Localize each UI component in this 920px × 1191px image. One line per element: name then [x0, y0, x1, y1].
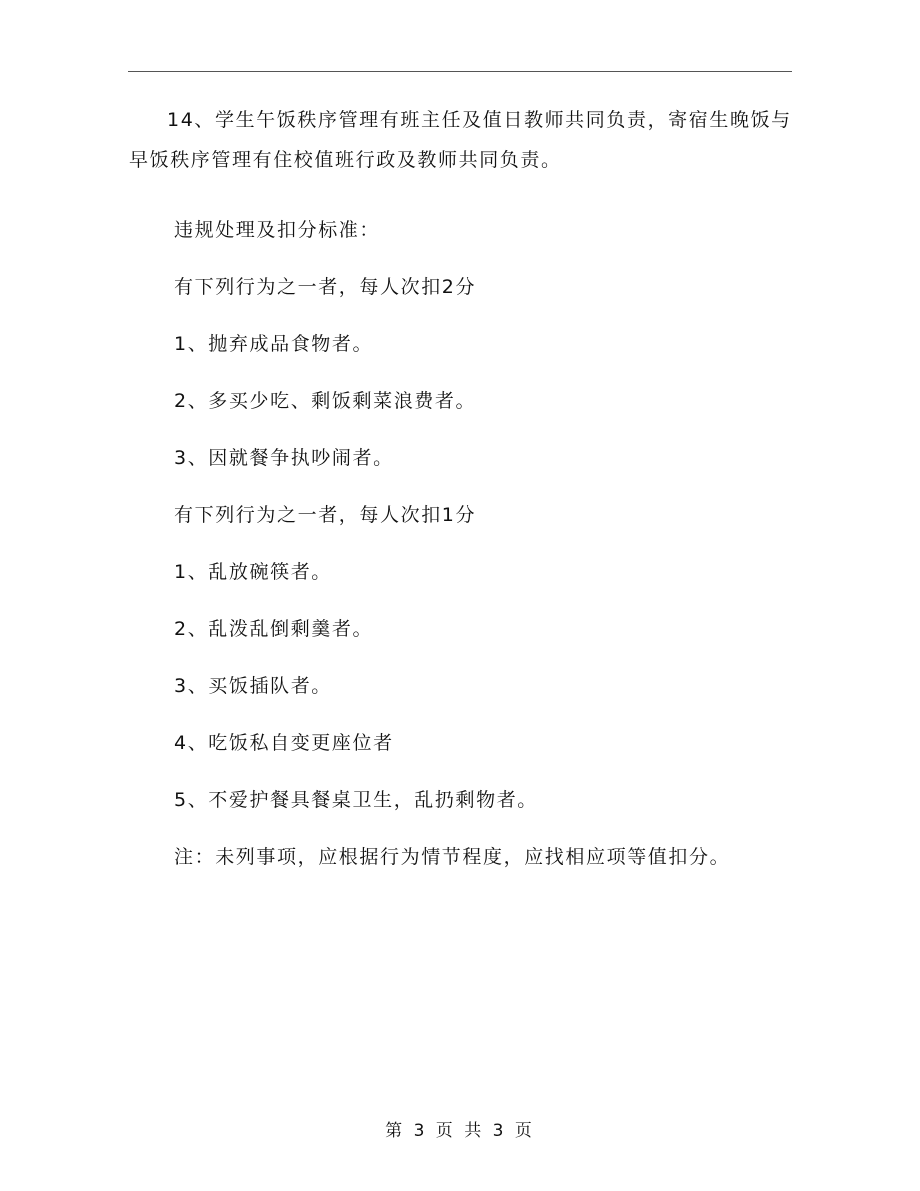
- page-footer: 第 3 页 共 3 页: [385, 1121, 535, 1141]
- rule-group-1-point: 有下列行为之一者，每人次扣1分: [174, 504, 477, 526]
- list-item: 3、因就餐争执吵闹者。: [174, 447, 394, 469]
- list-item: 4、吃饭私自变更座位者: [174, 732, 394, 754]
- document-body: [129, 100, 793, 886]
- list-item: 2、多买少吃、剩饭剩菜浪费者。: [174, 390, 477, 412]
- list-item: 1、乱放碗筷者。: [174, 561, 332, 583]
- list-item: 3、买饭插队者。: [174, 675, 332, 697]
- paragraph-14: 14、学生午饭秩序管理有班主任及值日教师共同负责，寄宿生晚饭与早饭秩序管理有住校值班行政及教师共同负责。: [129, 109, 792, 171]
- note: 注：未列事项，应根据行为情节程度，应找相应项等值扣分。: [174, 846, 731, 868]
- list-item: 2、乱泼乱倒剩羹者。: [174, 618, 374, 640]
- paragraph-wrapper: [129, 100, 793, 202]
- section-heading: 违规处理及扣分标准：: [174, 219, 381, 241]
- rule-group-2-points: 有下列行为之一者，每人次扣2分: [174, 276, 477, 298]
- list-item: 5、不爱护餐具餐桌卫生，乱扔剩物者。: [174, 789, 538, 811]
- header-rule: [128, 71, 792, 72]
- list-item: 1、抛弃成品食物者。: [174, 333, 374, 355]
